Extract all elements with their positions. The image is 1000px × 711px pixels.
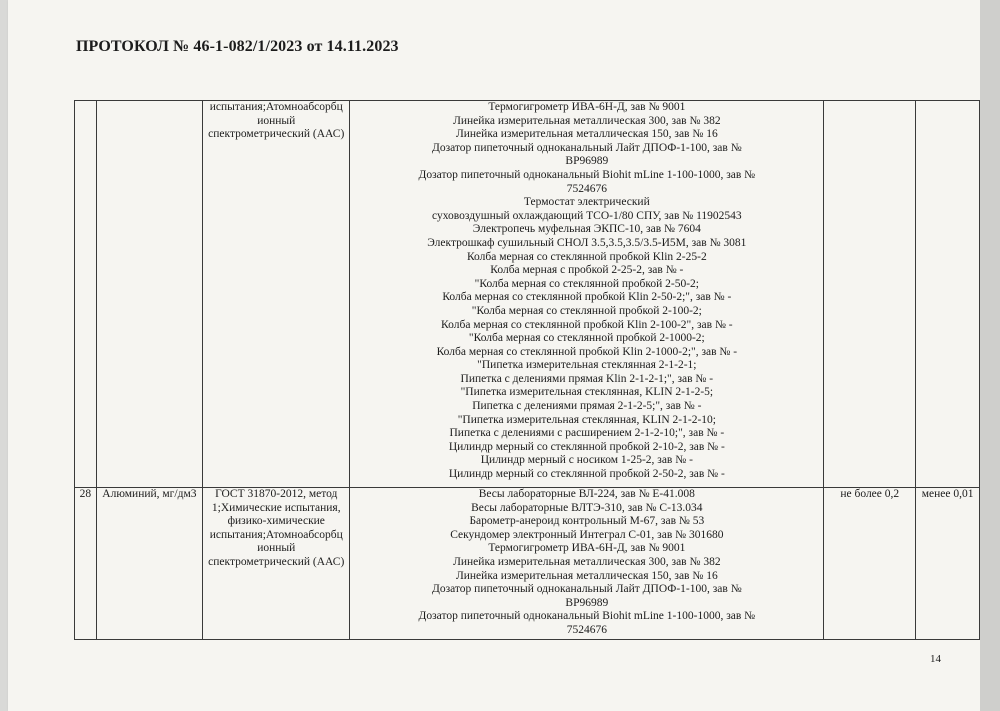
equipment-line: Колба мерная с пробкой 2-25-2, зав № -: [490, 264, 684, 277]
equipment-line: Линейка измерительная металлическая 150, зав № 16: [455, 128, 718, 141]
equipment-line: Цилиндр мерный со стеклянной пробкой 2-10-2, зав № -: [448, 440, 725, 453]
equipment-line: ВР96989: [565, 155, 609, 168]
equipment-line: "Колба мерная со стеклянной пробкой 2-50-2;: [474, 277, 699, 290]
equipment-line: Цилиндр мерный с носиком 1-25-2, зав № -: [480, 454, 693, 467]
equipment-line: Колба мерная со стеклянной пробкой Klin 2-100-2", зав № -: [441, 318, 733, 331]
equipment-line: Колба мерная со стеклянной пробкой Klin 2-1000-2;", зав № -: [436, 345, 738, 358]
table-row: [75, 488, 980, 640]
equipment-line: Линейка измерительная металлическая 300, зав № 382: [453, 555, 721, 568]
equipment-line: Колба мерная со стеклянной пробкой Klin 2-25-2: [466, 250, 707, 263]
method-line: испытания;Атомноабсорбц: [209, 101, 343, 113]
norm-cell: не более 0,2: [824, 488, 916, 640]
method-line: физико-химические: [227, 515, 325, 528]
row-number: 28: [75, 488, 97, 640]
protocol-table: [74, 100, 980, 640]
method-line: спектрометрический (ААС): [208, 128, 345, 141]
method-line: ионный: [257, 542, 296, 555]
equipment-line: Весы лабораторные ВЛТЭ-310, зав № С-13.034: [471, 501, 703, 514]
indicator-name: Алюминий, мг/дм3: [96, 488, 203, 640]
table-row: [75, 101, 980, 488]
scan-edge: [980, 0, 1000, 711]
equipment-line: "Колба мерная со стеклянной пробкой 2-100-2;: [471, 304, 702, 317]
method-line: ионный: [257, 114, 296, 127]
equipment-line: Дозатор пипеточный одноканальный Biohit mLine 1-100-1000, зав №: [418, 610, 756, 623]
page-number: 14: [930, 653, 941, 665]
equipment-line: Весы лабораторные ВЛ-224, зав № Е-41.008: [478, 488, 695, 500]
equipment-line: "Пипетка измерительная стеклянная, KLIN 2-1-2-5;: [460, 386, 714, 399]
equipment-line: Дозатор пипеточный одноканальный Biohit mLine 1-100-1000, зав №: [418, 168, 756, 181]
result-cell: [916, 101, 980, 488]
equipment-line: Электропечь муфельная ЭКПС-10, зав № 7604: [472, 223, 701, 236]
equipment-line: Пипетка с делениями прямая 2-1-2-5;", зав № -: [472, 400, 702, 413]
method-line: спектрометрический (ААС): [208, 555, 345, 568]
equipment-line: "Пипетка измерительная стеклянная 2-1-2-1;: [477, 359, 697, 372]
equipment-line: Цилиндр мерный со стеклянной пробкой 2-50-2, зав № -: [448, 468, 725, 481]
equipment-line: "Колба мерная со стеклянной пробкой 2-1000-2;: [468, 332, 705, 345]
equipment-line: Барометр-анероид контрольный М-67, зав № 53: [469, 515, 705, 528]
equipment-line: Пипетка с делениями прямая Klin 2-1-2-1;", зав № -: [460, 372, 714, 385]
equipment-line: ВР96989: [565, 596, 609, 609]
method-line: 1;Химические испытания,: [211, 501, 341, 514]
equipment-line: "Пипетка измерительная стеклянная, KLIN 2-1-2-10;: [457, 413, 716, 426]
equipment-cell: [350, 488, 824, 640]
equipment-line: 7524676: [566, 182, 607, 195]
equipment-line: Термостат электрический: [523, 196, 650, 209]
equipment-line: Колба мерная со стеклянной пробкой Klin 2-50-2;", зав № -: [442, 291, 732, 304]
equipment-line: Секундомер электронный Интеграл С-01, зав № 301680: [450, 528, 724, 541]
equipment-line: Электрошкаф сушильный СНОЛ 3.5,3.5,3.5/3.5-И5М, зав № 3081: [427, 236, 747, 249]
row-number: [75, 101, 97, 488]
method-line: ГОСТ 31870-2012, метод: [215, 488, 338, 500]
equipment-line: Линейка измерительная металлическая 150, зав № 16: [455, 569, 718, 582]
protocol-title: ПРОТОКОЛ № 46-1-082/1/2023 от 14.11.2023: [76, 38, 399, 55]
equipment-cell: [350, 101, 824, 488]
equipment-line: 7524676: [566, 623, 607, 636]
method-line: испытания;Атомноабсорбц: [209, 528, 343, 541]
equipment-line: Линейка измерительная металлическая 300, зав № 382: [453, 114, 721, 127]
method-cell: [203, 488, 350, 640]
equipment-line: Дозатор пипеточный одноканальный Лайт ДПОФ-1-100, зав №: [431, 141, 742, 154]
norm-cell: [824, 101, 916, 488]
equipment-line: Пипетка с делениями с расширением 2-1-2-10;", зав № -: [449, 427, 725, 440]
equipment-line: суховоздушный охлаждающий ТСО-1/80 СПУ, зав № 11902543: [432, 209, 742, 222]
equipment-line: Термогигрометр ИВА-6Н-Д, зав № 9001: [488, 542, 686, 555]
result-cell: менее 0,01: [916, 488, 980, 640]
indicator-name: [96, 101, 203, 488]
equipment-line: Дозатор пипеточный одноканальный Лайт ДПОФ-1-100, зав №: [431, 583, 742, 596]
equipment-line: Термогигрометр ИВА-6Н-Д, зав № 9001: [488, 101, 686, 113]
method-cell: [203, 101, 350, 488]
document-page: [8, 0, 980, 711]
